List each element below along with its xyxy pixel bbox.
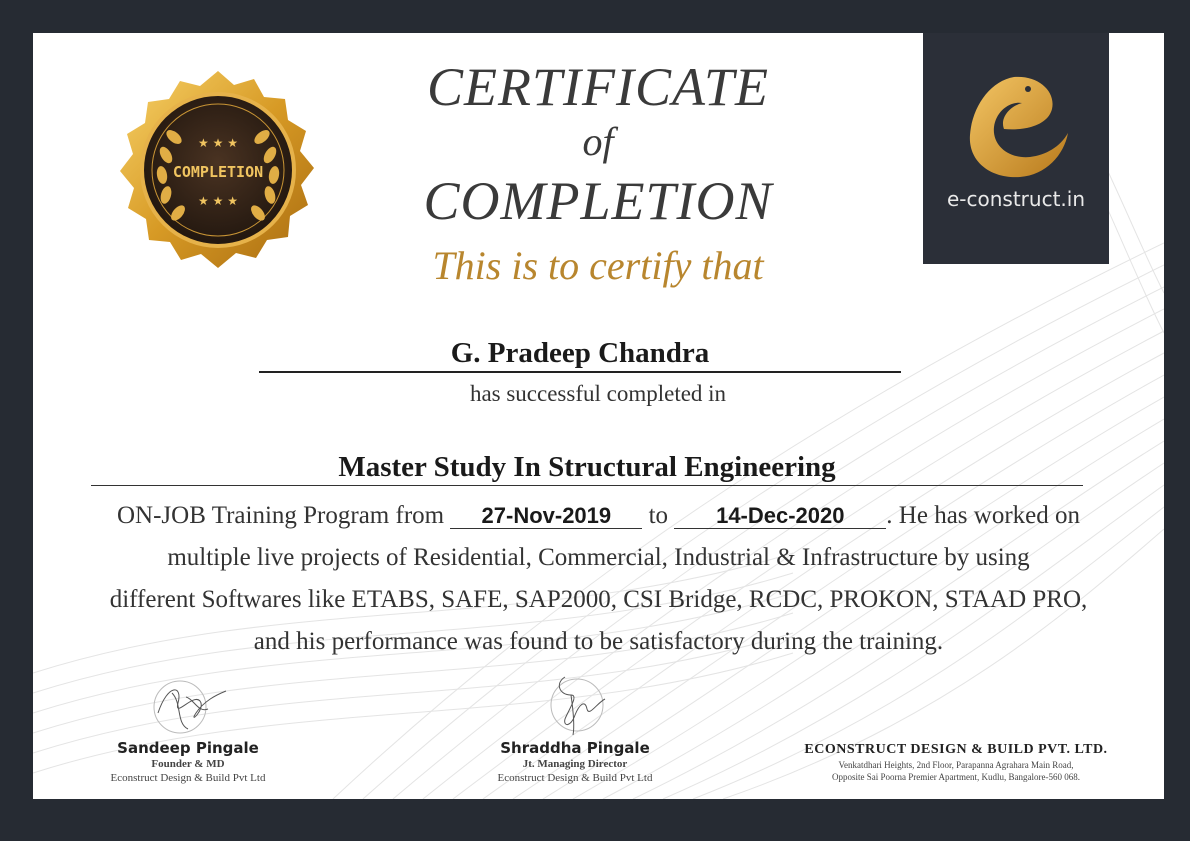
end-date: 14-Dec-2020	[674, 504, 886, 529]
course-name: Master Study In Structural Engineering	[338, 451, 836, 483]
certificate	[33, 33, 1164, 799]
company-name: ECONSTRUCT DESIGN & BUILD PVT. LTD.	[804, 742, 1108, 757]
signature-sandeep-image	[138, 673, 238, 739]
training-to: to	[648, 502, 669, 529]
seal-label: COMPLETION	[172, 163, 264, 181]
body-line-3: and his performance was found to be satisfactory during the training.	[253, 628, 944, 655]
body-line-1: multiple live projects of Residential, Commercial, Industrial & Infrastructure by using	[167, 544, 1030, 571]
signatory-2-company: Econstruct Design & Build Pvt Ltd	[497, 772, 653, 784]
signatory-1-name: Sandeep Pingale	[117, 739, 259, 757]
start-date: 27-Nov-2019	[450, 504, 642, 529]
e-swirl-icon	[958, 71, 1074, 181]
signatory-2-role: Jt. Managing Director	[522, 758, 628, 770]
svg-text:★ ★ ★: ★ ★ ★	[198, 194, 238, 208]
company-logo	[923, 33, 1109, 264]
course-underline	[91, 485, 1083, 486]
training-suffix: . He has worked on	[886, 502, 1080, 529]
training-prefix: ON-JOB Training Program from	[117, 502, 445, 529]
certify-subtitle: This is to certify that	[432, 243, 764, 288]
signatory-founder	[88, 673, 288, 785]
recipient-name: G. Pradeep Chandra	[450, 337, 710, 369]
signatory-1-company: Econstruct Design & Build Pvt Ltd	[110, 772, 266, 784]
signatory-2-name: Shraddha Pingale	[500, 739, 650, 757]
name-underline	[259, 371, 901, 373]
title-of: of	[582, 119, 614, 164]
signatory-director	[473, 669, 677, 785]
title-completion: COMPLETION	[423, 171, 773, 231]
body-line-2: different Softwares like ETABS, SAFE, SAP2000, CSI Bridge, RCDC, PROKON, STAAD PRO,	[109, 586, 1088, 613]
company-details	[771, 741, 1141, 783]
completion-seal	[108, 65, 328, 285]
title-certificate: CERTIFICATE	[427, 57, 769, 117]
signature-shraddha-image	[525, 669, 625, 739]
company-address-2: Opposite Sai Poorna Premier Apartment, Kudlu, Bangalore-560 068.	[832, 772, 1080, 782]
company-address-1: Venkatdhari Heights, 2nd Floor, Parapanna Agrahara Main Road,	[838, 760, 1074, 770]
logo-text: e-construct.in	[946, 187, 1086, 211]
svg-text:★ ★ ★: ★ ★ ★	[198, 136, 238, 150]
completed-text: has successful completed in	[469, 381, 727, 406]
training-line	[33, 499, 1164, 533]
signatory-1-role: Founder & MD	[151, 758, 225, 770]
